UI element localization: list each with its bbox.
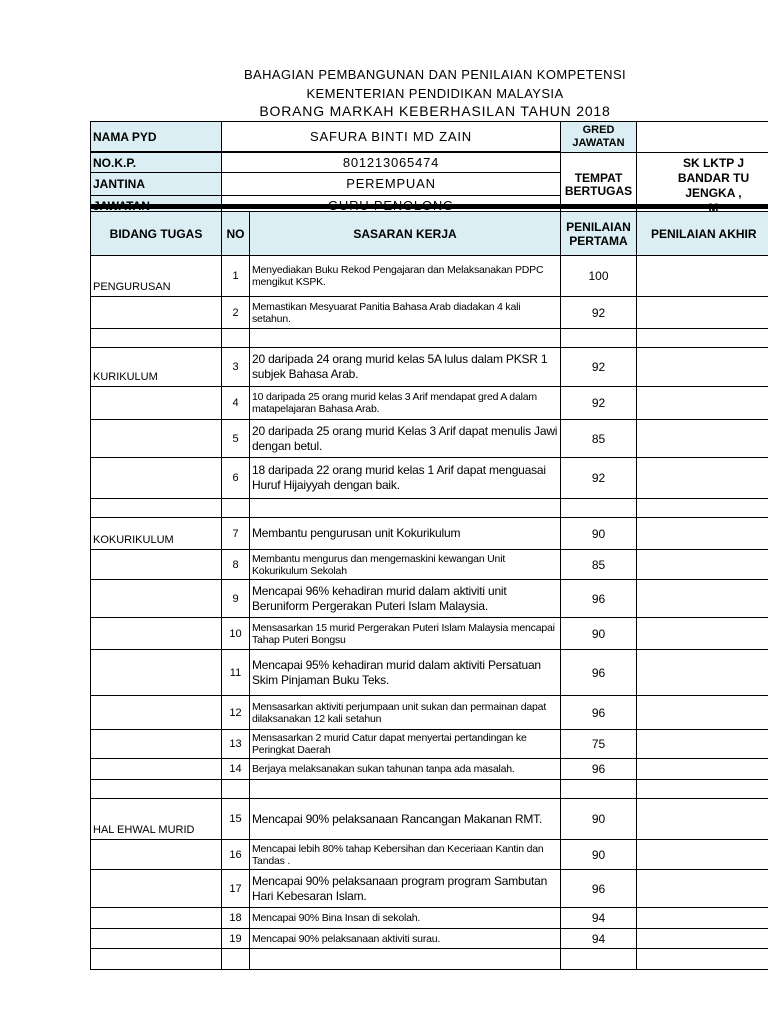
akhir-score-cell[interactable] <box>637 696 768 730</box>
akhir-score-cell[interactable] <box>637 908 768 929</box>
no-cell: 18 <box>222 908 250 929</box>
gred-label: GRED JAWATAN <box>561 122 637 153</box>
no-cell: 10 <box>222 618 250 650</box>
no-cell: 15 <box>222 799 250 840</box>
sasaran-cell[interactable]: Mencapai 90% pelaksanaan program program Sambutan Hari Kebesaran Islam. <box>250 870 561 908</box>
akhir-score-cell[interactable] <box>637 518 768 550</box>
pertama-score-cell[interactable]: 92 <box>561 297 637 329</box>
akhir-score-cell[interactable] <box>637 780 768 799</box>
tempat-line: JENGKA , <box>685 186 742 200</box>
bidang-cell <box>91 458 222 499</box>
sasaran-cell[interactable] <box>250 780 561 799</box>
akhir-score-cell[interactable] <box>637 650 768 696</box>
col-bidang: BIDANG TUGAS <box>91 212 222 256</box>
thick-separator <box>90 204 768 209</box>
table-row <box>91 780 768 799</box>
sasaran-cell[interactable]: Memastikan Mesyuarat Panitia Bahasa Arab diadakan 4 kali setahun. <box>250 297 561 329</box>
col-pertama: PENILAIAN PERTAMA <box>561 212 637 256</box>
no-cell: 3 <box>222 348 250 387</box>
bidang-cell <box>91 618 222 650</box>
akhir-score-cell[interactable] <box>637 730 768 759</box>
table-row <box>91 870 768 908</box>
sasaran-cell[interactable]: Mencapai 96% kehadiran murid dalam aktiviti unit Beruniform Pergerakan Puteri Islam Malaysia. <box>250 580 561 618</box>
akhir-score-cell[interactable] <box>637 799 768 840</box>
no-cell: 19 <box>222 929 250 949</box>
no-cell: 8 <box>222 550 250 580</box>
no-cell: 4 <box>222 387 250 420</box>
sasaran-cell[interactable]: Mencapai 90% Bina Insan di sekolah. <box>250 908 561 929</box>
table-row <box>91 730 768 759</box>
bidang-cell <box>91 420 222 458</box>
nokp-label: NO.K.P. <box>91 153 222 173</box>
sasaran-cell[interactable]: 18 daripada 22 orang murid kelas 1 Arif dapat menguasai Huruf Hijaiyyah dengan baik. <box>250 458 561 499</box>
bidang-cell <box>91 297 222 329</box>
table-row <box>91 580 768 618</box>
no-cell <box>222 949 250 970</box>
table-row <box>91 908 768 929</box>
tempat-label: TEMPAT BERTUGAS <box>561 153 637 217</box>
table-row <box>91 650 768 696</box>
pertama-score-cell[interactable] <box>561 499 637 518</box>
sasaran-cell[interactable]: Mensasarkan 15 murid Pergerakan Puteri Islam Malaysia mencapai Tahap Puteri Bongsu <box>250 618 561 650</box>
pertama-score-cell[interactable]: 96 <box>561 759 637 780</box>
pertama-score-cell[interactable]: 90 <box>561 840 637 870</box>
tempat-line: BANDAR TU <box>677 171 750 185</box>
table-row <box>91 387 768 420</box>
akhir-score-cell[interactable] <box>637 387 768 420</box>
bidang-cell <box>91 580 222 618</box>
tempat-line: SK LKTP J <box>682 156 745 170</box>
bidang-cell <box>91 696 222 730</box>
table-row <box>91 499 768 518</box>
akhir-score-cell[interactable] <box>637 256 768 297</box>
sasaran-cell[interactable]: Mencapai 90% pelaksanaan Rancangan Makanan RMT. <box>250 799 561 840</box>
pertama-score-cell[interactable]: 94 <box>561 908 637 929</box>
sasaran-cell[interactable]: Berjaya melaksanakan sukan tahunan tanpa ada masalah. <box>250 759 561 780</box>
pertama-score-cell[interactable]: 100 <box>561 256 637 297</box>
akhir-score-cell[interactable] <box>637 618 768 650</box>
table-row <box>91 696 768 730</box>
pertama-score-cell[interactable]: 96 <box>561 580 637 618</box>
sasaran-cell[interactable] <box>250 949 561 970</box>
no-cell: 7 <box>222 518 250 550</box>
no-cell: 5 <box>222 420 250 458</box>
no-cell: 16 <box>222 840 250 870</box>
header-title-2: KEMENTERIAN PENDIDIKAN MALAYSIA <box>306 86 564 101</box>
spreadsheet <box>90 121 768 971</box>
sasaran-cell[interactable]: Mencapai lebih 80% tahap Kebersihan dan Keceriaan Kantin dan Tandas . <box>250 840 561 870</box>
pertama-score-cell[interactable]: 90 <box>561 618 637 650</box>
akhir-score-cell[interactable] <box>637 348 768 387</box>
pertama-score-cell[interactable]: 96 <box>561 696 637 730</box>
bidang-cell <box>91 387 222 420</box>
sasaran-cell[interactable] <box>250 499 561 518</box>
akhir-score-cell[interactable] <box>637 550 768 580</box>
table-row <box>91 256 768 297</box>
bidang-cell <box>91 870 222 908</box>
bidang-cell: KURIKULUM <box>91 348 222 387</box>
table-row <box>91 840 768 870</box>
table-row <box>91 618 768 650</box>
no-cell <box>222 499 250 518</box>
table-row <box>91 329 768 348</box>
sasaran-cell[interactable]: Menyediakan Buku Rekod Pengajaran dan Melaksanakan PDPC mengikut KSPK. <box>250 256 561 297</box>
pertama-score-cell[interactable]: 90 <box>561 799 637 840</box>
akhir-score-cell[interactable] <box>637 297 768 329</box>
akhir-score-cell[interactable] <box>637 929 768 949</box>
sasaran-cell[interactable]: Membantu pengurusan unit Kokurikulum <box>250 518 561 550</box>
akhir-score-cell[interactable] <box>637 580 768 618</box>
no-cell: 14 <box>222 759 250 780</box>
sasaran-cell[interactable]: 20 daripada 25 orang murid Kelas 3 Arif dapat menulis Jawi dengan betul. <box>250 420 561 458</box>
bidang-cell <box>91 780 222 799</box>
bidang-cell <box>91 730 222 759</box>
nokp-value[interactable]: 801213065474 <box>222 153 561 173</box>
bidang-cell <box>91 929 222 949</box>
sasaran-cell[interactable]: Mencapai 90% pelaksanaan aktiviti surau. <box>250 929 561 949</box>
table-row <box>91 550 768 580</box>
no-cell: 6 <box>222 458 250 499</box>
akhir-score-cell[interactable] <box>637 420 768 458</box>
bidang-cell: HAL EHWAL MURID <box>91 799 222 840</box>
gred-value[interactable] <box>637 122 768 153</box>
pertama-score-cell[interactable]: 92 <box>561 458 637 499</box>
pertama-score-cell[interactable]: 92 <box>561 348 637 387</box>
no-cell: 9 <box>222 580 250 618</box>
sasaran-cell[interactable]: 20 daripada 24 orang murid kelas 5A lulus dalam PKSR 1 subjek Bahasa Arab. <box>250 348 561 387</box>
table-row <box>91 458 768 499</box>
targets-table <box>90 211 768 970</box>
bidang-cell <box>91 650 222 696</box>
sasaran-cell[interactable]: 10 daripada 25 orang murid kelas 3 Arif mendapat gred A dalam matapelajaran Bahasa Arab. <box>250 387 561 420</box>
bidang-cell <box>91 908 222 929</box>
pertama-score-cell[interactable] <box>561 780 637 799</box>
table-row <box>91 518 768 550</box>
pertama-score-cell[interactable]: 96 <box>561 650 637 696</box>
col-no: NO <box>222 212 250 256</box>
col-akhir: PENILAIAN AKHIR <box>637 212 768 256</box>
header-title-1: BAHAGIAN PEMBANGUNAN DAN PENILAIAN KOMPETENSI <box>243 67 627 82</box>
info-table <box>90 121 768 217</box>
pertama-score-cell[interactable]: 85 <box>561 420 637 458</box>
jantina-value[interactable]: PEREMPUAN <box>222 173 561 196</box>
table-row <box>91 759 768 780</box>
table-row <box>91 297 768 329</box>
no-cell: 11 <box>222 650 250 696</box>
pertama-score-cell[interactable] <box>561 329 637 348</box>
no-cell: 12 <box>222 696 250 730</box>
table-row <box>91 799 768 840</box>
akhir-score-cell[interactable] <box>637 458 768 499</box>
pertama-score-cell[interactable]: 85 <box>561 550 637 580</box>
sasaran-cell[interactable] <box>250 329 561 348</box>
bidang-cell: PENGURUSAN <box>91 256 222 297</box>
akhir-score-cell[interactable] <box>637 949 768 970</box>
pertama-score-cell[interactable]: 94 <box>561 929 637 949</box>
bidang-cell <box>91 759 222 780</box>
no-cell: 2 <box>222 297 250 329</box>
no-cell <box>222 780 250 799</box>
akhir-score-cell[interactable] <box>637 840 768 870</box>
pertama-score-cell[interactable]: 75 <box>561 730 637 759</box>
table-row <box>91 929 768 949</box>
table-row <box>91 348 768 387</box>
nama-value[interactable]: SAFURA BINTI MD ZAIN <box>222 122 561 152</box>
pertama-score-cell[interactable] <box>561 949 637 970</box>
no-cell: 17 <box>222 870 250 908</box>
bidang-cell <box>91 949 222 970</box>
form-title: BORANG MARKAH KEBERHASILAN TAHUN 2018 <box>259 103 611 119</box>
jantina-label: JANTINA <box>91 173 222 196</box>
akhir-score-cell[interactable] <box>637 329 768 348</box>
no-cell: 1 <box>222 256 250 297</box>
bidang-cell <box>91 550 222 580</box>
pertama-score-cell[interactable]: 90 <box>561 518 637 550</box>
no-cell: 13 <box>222 730 250 759</box>
pertama-score-cell[interactable]: 92 <box>561 387 637 420</box>
bidang-cell <box>91 499 222 518</box>
akhir-score-cell[interactable] <box>637 870 768 908</box>
sasaran-cell[interactable]: Mencapai 95% kehadiran murid dalam aktiviti Persatuan Skim Pinjaman Buku Teks. <box>250 650 561 696</box>
no-cell <box>222 329 250 348</box>
col-sasaran: SASARAN KERJA <box>250 212 561 256</box>
bidang-cell: KOKURIKULUM <box>91 518 222 550</box>
sasaran-cell[interactable]: Membantu mengurus dan mengemaskini kewangan Unit Kokurikulum Sekolah <box>250 550 561 580</box>
akhir-score-cell[interactable] <box>637 759 768 780</box>
table-row <box>91 420 768 458</box>
bidang-cell <box>91 840 222 870</box>
nama-label: NAMA PYD <box>91 122 222 152</box>
table-row <box>91 949 768 970</box>
pertama-score-cell[interactable]: 96 <box>561 870 637 908</box>
akhir-score-cell[interactable] <box>637 499 768 518</box>
sasaran-cell[interactable]: Mensasarkan 2 murid Catur dapat menyertai pertandingan ke Peringkat Daerah <box>250 730 561 759</box>
bidang-cell <box>91 329 222 348</box>
sasaran-cell[interactable]: Mensasarkan aktiviti perjumpaan unit sukan dan permainan dapat dilaksanakan 12 kali setahun <box>250 696 561 730</box>
